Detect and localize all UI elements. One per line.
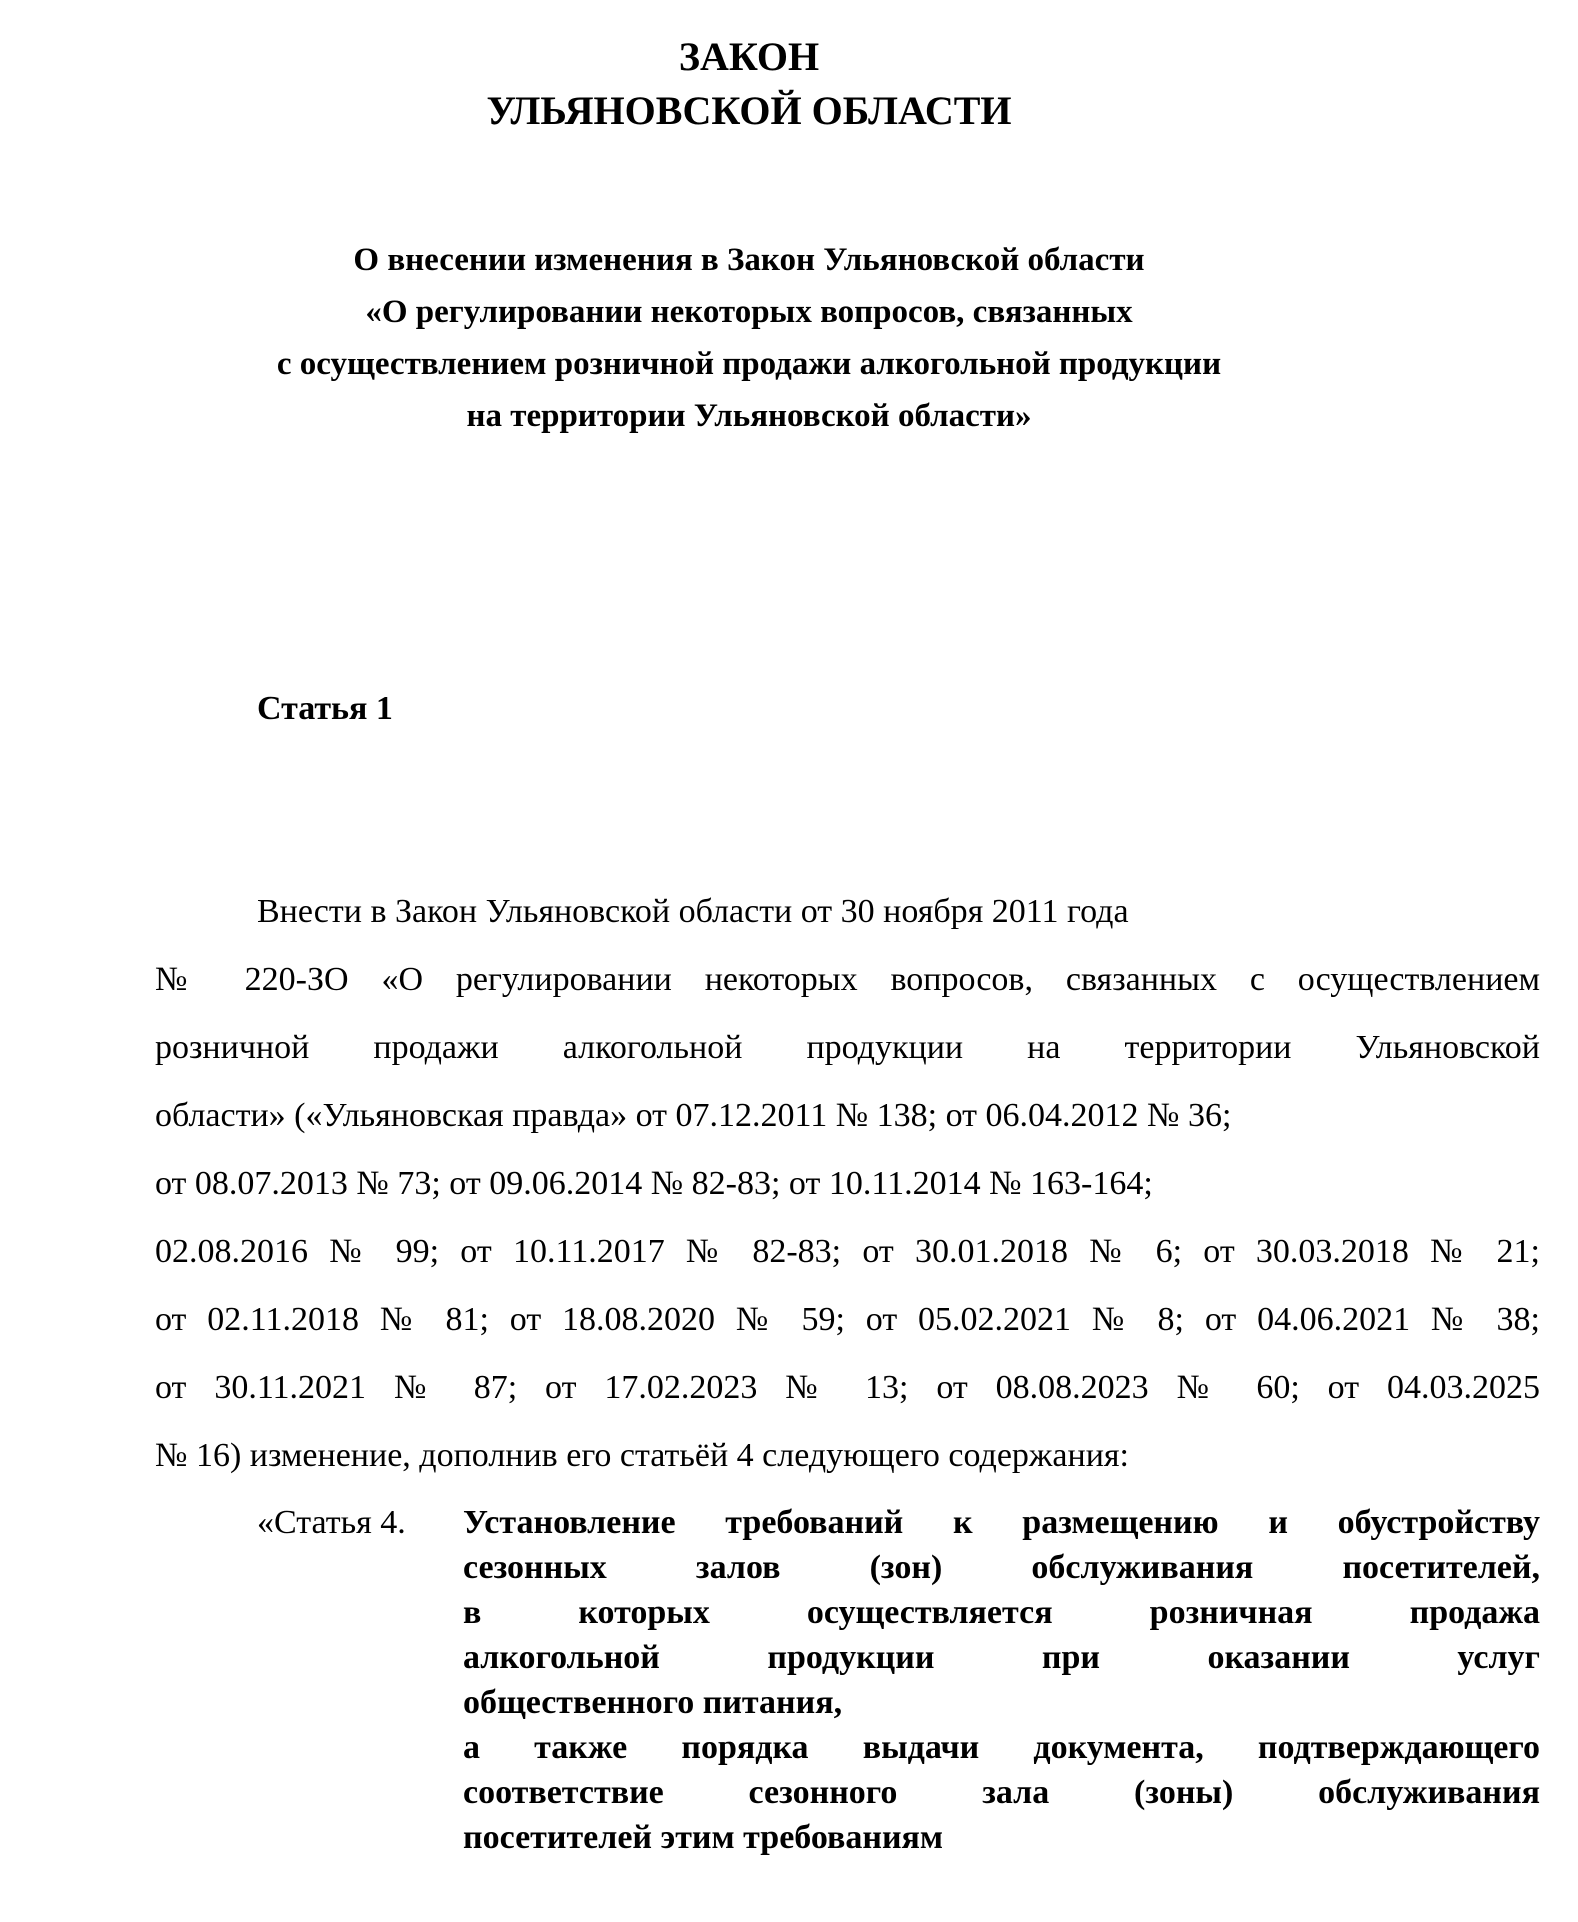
- body-line: № 220-ЗО «О регулировании некоторых вопросов, связанных с осуществлением: [155, 961, 1540, 998]
- article-4-title-line: а также порядка выдачи документа, подтверждающего: [463, 1729, 1540, 1766]
- body-line: от 02.11.2018 № 81; от 18.08.2020 № 59; от 05.02.2021 № 8; от 04.06.2021 № 38;: [155, 1301, 1540, 1338]
- law-title-line2: УЛЬЯНОВСКОЙ ОБЛАСТИ: [486, 88, 1012, 133]
- article-4-title-line: в которых осуществляется розничная продажа: [463, 1594, 1540, 1631]
- article-4-title: [463, 1500, 1540, 1860]
- article-4-title-line: посетителей этим требованиям: [463, 1819, 944, 1856]
- article-4-label: «Статья 4.: [257, 1504, 406, 1541]
- subtitle-line: с осуществлением розничной продажи алкогольной продукции: [276, 346, 1222, 382]
- article-4-title-line: алкогольной продукции при оказании услуг: [463, 1639, 1540, 1676]
- subtitle-line: О внесении изменения в Закон Ульяновской области: [353, 242, 1145, 278]
- law-title-line1: ЗАКОН: [678, 34, 820, 79]
- body-line: от 08.07.2013 № 73; от 09.06.2014 № 82-83; от 10.11.2014 № 163-164;: [155, 1165, 1153, 1202]
- subtitle-line: «О регулировании некоторых вопросов, связанных: [365, 294, 1133, 330]
- article-4-title-line: общественного питания,: [463, 1684, 843, 1721]
- body-line: от 30.11.2021 № 87; от 17.02.2023 № 13; от 08.08.2023 № 60; от 04.03.2025: [155, 1369, 1540, 1406]
- body-line: розничной продажи алкогольной продукции на территории Ульяновской: [155, 1029, 1540, 1066]
- article-4-title-line: сезонных залов (зон) обслуживания посетителей,: [463, 1549, 1540, 1586]
- subtitle-line: на территории Ульяновской области»: [466, 398, 1032, 434]
- body-line: области» («Ульяновская правда» от 07.12.2011 № 138; от 06.04.2012 № 36;: [155, 1097, 1232, 1134]
- article-4-title-line: Установление требований к размещению и обустройству: [463, 1504, 1540, 1541]
- body-line: № 16) изменение, дополнив его статьёй 4 следующего содержания:: [155, 1437, 1129, 1474]
- body-line: 02.08.2016 № 99; от 10.11.2017 № 82-83; от 30.01.2018 № 6; от 30.03.2018 № 21;: [155, 1233, 1540, 1270]
- article-4-title-line: соответствие сезонного зала (зоны) обслуживания: [463, 1774, 1540, 1811]
- article-1-heading: Статья 1: [257, 690, 393, 727]
- body-line: Внести в Закон Ульяновской области от 30 ноября 2011 года: [257, 893, 1129, 930]
